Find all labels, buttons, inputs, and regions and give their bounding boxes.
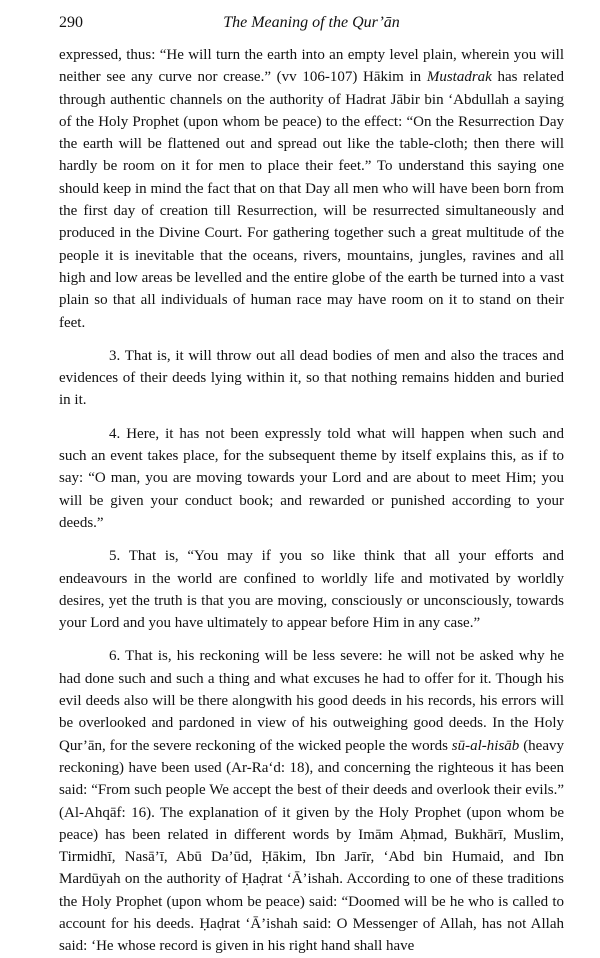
running-title: The Meaning of the Qur’ān [223,14,400,31]
italic-term-mustadrak: Mustadrak [426,69,492,86]
text-run: expressed, thus: “He will turn the earth into an empty level plain, wherein you will neither see any curve nor crease.” (vv 106-107) Hākim in [59,47,564,86]
text-run: (heavy reckoning) have been used (Ar-Ra‘d: 18), and concerning the righteous it has been said: “From such people We accept the best of their deeds and overlook their evils.” (Al-Ahqāf: 16). The explanation of it given by the Holy Prophet (upon whom be peace) has been related in different words by Imām Aḥmad, Bukhārī, Muslim, Tirmidhī, Nasā’ī, Abū Da’ūd, Ḥākim, Ibn Jarīr, ‘Abd bin Humaid, and Ibn Mardūyah on the authority of Ḥaḍrat ‘Ā’ishah. According to one of these traditions the Holy Prophet (upon whom be peace) said: “Doomed will be he who is called to account for his deeds. Ḥaḍrat ‘Ā’ishah said: O Messenger of Allah, has not Allah said: ‘He whose record is given in his right hand shall have [59,737,564,955]
page-body [59,44,564,958]
text-run: 4. Here, it has not been expressly told what will happen when such and such an event takes place, for the subsequent theme by itself explains this, as if to say: “O man, you are moving towards your Lord and are about to meet Him; you will be given your conduct book; and rewarded or punished according to your deeds.” [59,425,564,531]
italic-term-su-al-hisab: sū-al-hisāb [451,737,520,754]
footnote-5 [59,545,564,634]
page-number: 290 [59,14,83,31]
text-run: 5. That is, “You may if you so like think that all your efforts and endeavours in the world are confined to worldly life and motivated by worldly desires, yet the truth is that you are moving, consciously or unconsciously, towards your Lord and you have ultimately to appear before Him in any case.” [59,548,564,632]
text-run: has related through authentic channels on the authority of Hadrat Jābir bin ‘Abdullah a saying of the Holy Prophet (upon whom be peace) to the effect: “On the Resurrection Day the earth will be flattened out and spread out like the table-cloth; then there will hardly be room on it for men to place their feet.” To understand this saying one should keep in mind the fact that on that Day all men who will have been born from the first day of creation till Resurrection, will be resurrected simultaneously and produced in the Divine Court. For gathering together such a great multitude of the people it is inevitable that the oceans, rivers, mountains, jungles, ravines and all high and low areas be levelled and the entire globe of the earth be turned into a vast plain so that all individuals of human race may have room on it to stand on their feet. [59,69,564,331]
text-run: 3. That is, it will throw out all dead bodies of men and also the traces and evidences of their deeds lying within it, so that nothing remains hidden and buried in it. [59,347,564,409]
text-run: 6. That is, his reckoning will be less severe: he will not be asked why he had done such and such a thing and what excuses he had to offer for it. Though his evil deeds also will be there alongwith his good deeds in his records, his errors will be overlooked and pardoned in view of his outweighing good deeds. In the Holy Qur’ān, for the severe reckoning of the wicked people the words [59,648,564,754]
footnote-3 [59,345,564,412]
page-header [59,14,564,38]
footnote-6 [59,645,564,957]
footnote-4 [59,423,564,534]
paragraph-continuation [59,44,564,334]
